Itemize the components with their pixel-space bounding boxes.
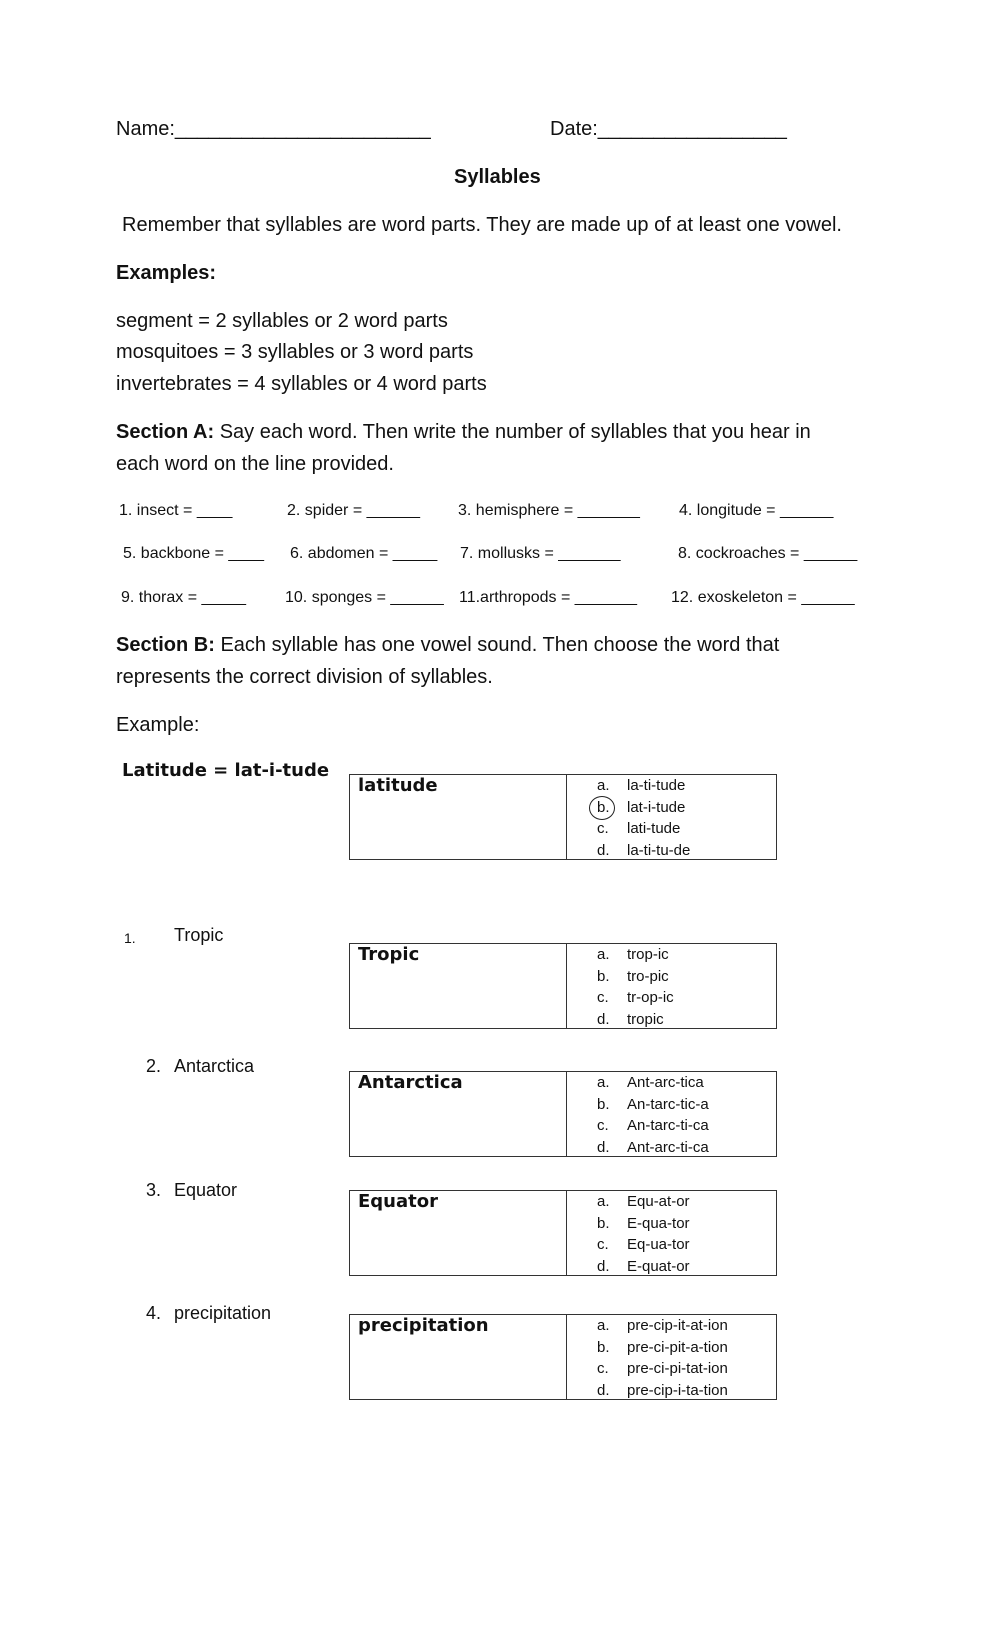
section-a-label: Section A: xyxy=(116,421,215,443)
options-list xyxy=(597,1315,728,1402)
option-text: An-tarc-tic-a xyxy=(627,1095,709,1113)
option-item[interactable] xyxy=(597,1315,728,1337)
option-item[interactable] xyxy=(597,1234,690,1256)
option-text: Ant-arc-tica xyxy=(627,1074,704,1091)
option-item[interactable] xyxy=(597,1380,728,1402)
word-item: 9. thorax = _____ xyxy=(121,589,246,606)
option-item xyxy=(597,840,690,862)
option-letter: d. xyxy=(597,1258,610,1276)
question-choice-box xyxy=(349,1190,777,1276)
example-choice-box xyxy=(349,774,777,860)
option-item[interactable] xyxy=(597,944,674,966)
box-word: Tropic xyxy=(358,944,420,965)
option-letter: b. xyxy=(597,1095,610,1113)
section-b-label: Section B: xyxy=(116,634,215,656)
option-item-selected xyxy=(597,797,690,819)
option-item[interactable] xyxy=(597,1072,709,1094)
option-item[interactable] xyxy=(597,1337,728,1359)
option-text: pre-cip-i-ta-tion xyxy=(627,1382,728,1400)
option-letter: a. xyxy=(597,1317,610,1334)
option-letter: b. xyxy=(597,1338,610,1356)
word-item: 4. longitude = ______ xyxy=(679,502,834,519)
option-item xyxy=(597,818,690,840)
option-text: Equ-at-or xyxy=(627,1193,690,1210)
option-text: lat-i-tude xyxy=(627,798,686,816)
word-item: 10. sponges = ______ xyxy=(285,589,444,606)
option-letter: a. xyxy=(597,777,610,794)
option-item[interactable] xyxy=(597,987,674,1009)
question-choice-box xyxy=(349,943,777,1029)
page-title: Syllables xyxy=(454,166,541,188)
option-letter: c. xyxy=(597,1117,609,1135)
option-item[interactable] xyxy=(597,1213,690,1235)
examples-heading: Examples: xyxy=(116,262,217,284)
option-letter: a. xyxy=(597,946,610,963)
options-list xyxy=(597,1072,709,1159)
example-label: Example: xyxy=(116,714,200,736)
options-list xyxy=(597,1191,690,1278)
option-text: Eq-ua-tor xyxy=(627,1236,690,1254)
option-text: pre-ci-pi-tat-ion xyxy=(627,1360,728,1378)
option-item xyxy=(597,775,690,797)
option-letter: b. xyxy=(597,797,627,819)
question-choice-box xyxy=(349,1314,777,1400)
name-field-label: Name:_______________________ xyxy=(116,118,431,140)
option-letter: b. xyxy=(597,967,610,985)
option-text: trop-ic xyxy=(627,946,669,963)
box-word: precipitation xyxy=(358,1315,489,1336)
question-choice-box xyxy=(349,1071,777,1157)
word-item: 2. spider = ______ xyxy=(287,502,420,519)
word-item: 5. backbone = ____ xyxy=(123,545,265,562)
section-a-instructions xyxy=(116,421,811,444)
word-item: 6. abdomen = _____ xyxy=(290,545,438,562)
option-text: pre-cip-it-at-ion xyxy=(627,1317,728,1334)
option-item[interactable] xyxy=(597,1115,709,1137)
option-text: tr-op-ic xyxy=(627,989,674,1007)
question-number: 2. xyxy=(146,1056,162,1076)
option-text: la-ti-tude xyxy=(627,777,686,794)
example-answer: Latitude = lat-i-tude xyxy=(122,760,330,781)
question-label: Antarctica xyxy=(174,1056,255,1076)
question-label: Tropic xyxy=(174,925,224,945)
option-letter: d. xyxy=(597,1011,610,1029)
option-item[interactable] xyxy=(597,1094,709,1116)
box-divider xyxy=(566,1315,567,1399)
word-item: 1. insect = ____ xyxy=(119,502,233,519)
option-letter: c. xyxy=(597,820,609,838)
box-word: latitude xyxy=(358,775,438,796)
example-line: segment = 2 syllables or 2 word parts xyxy=(116,310,448,332)
option-text: tropic xyxy=(627,1011,664,1029)
option-letter: c. xyxy=(597,1360,609,1378)
question-label: precipitation xyxy=(174,1303,272,1323)
option-text: An-tarc-ti-ca xyxy=(627,1117,709,1135)
intro-text: Remember that syllables are word parts. They are made up of at least one vowel. xyxy=(122,214,842,236)
box-divider xyxy=(566,1072,567,1156)
option-letter: d. xyxy=(597,1382,610,1400)
question-number: 4. xyxy=(146,1303,162,1323)
box-divider xyxy=(566,1191,567,1275)
section-b-instructions xyxy=(116,634,779,657)
word-item: 8. cockroaches = ______ xyxy=(678,545,858,562)
answer-circle-icon xyxy=(589,796,615,820)
option-text: lati-tude xyxy=(627,820,681,838)
section-b-text-line2: represents the correct division of syllables. xyxy=(116,666,493,688)
option-item[interactable] xyxy=(597,966,674,988)
example-line: invertebrates = 4 syllables or 4 word parts xyxy=(116,373,487,395)
question-label: Equator xyxy=(174,1180,238,1200)
option-text: E-quat-or xyxy=(627,1258,690,1276)
example-line: mosquitoes = 3 syllables or 3 word parts xyxy=(116,341,474,363)
word-item: 11.arthropods = _______ xyxy=(459,589,638,606)
section-a-text-line2: each word on the line provided. xyxy=(116,453,394,475)
word-item: 3. hemisphere = _______ xyxy=(458,502,640,519)
option-letter: c. xyxy=(597,989,609,1007)
option-letter: c. xyxy=(597,1236,609,1254)
box-word: Equator xyxy=(358,1191,438,1212)
option-letter: b. xyxy=(597,1214,610,1232)
option-text: pre-ci-pit-a-tion xyxy=(627,1338,728,1356)
options-list xyxy=(597,775,690,862)
date-field-label: Date:_________________ xyxy=(550,118,787,140)
section-a-text: Say each word. Then write the number of syllables that you hear in xyxy=(214,421,811,443)
option-item[interactable] xyxy=(597,1256,690,1278)
option-letter: d. xyxy=(597,842,610,860)
section-b-text: Each syllable has one vowel sound. Then choose the word that xyxy=(214,634,780,656)
option-text: la-ti-tu-de xyxy=(627,842,691,860)
option-letter: a. xyxy=(597,1074,610,1091)
box-divider xyxy=(566,775,567,859)
option-text: tro-pic xyxy=(627,967,669,985)
option-item[interactable] xyxy=(597,1191,690,1213)
box-divider xyxy=(566,944,567,1028)
option-item[interactable] xyxy=(597,1137,709,1159)
box-word: Antarctica xyxy=(358,1072,463,1093)
option-item[interactable] xyxy=(597,1358,728,1380)
option-letter: a. xyxy=(597,1193,610,1210)
option-text: Ant-arc-ti-ca xyxy=(627,1139,709,1157)
options-list xyxy=(597,944,674,1031)
word-item: 12. exoskeleton = ______ xyxy=(671,589,855,606)
option-letter: d. xyxy=(597,1139,610,1157)
word-item: 7. mollusks = _______ xyxy=(460,545,621,562)
option-item[interactable] xyxy=(597,1009,674,1031)
question-number: 1. xyxy=(124,930,136,946)
question-number: 3. xyxy=(146,1180,162,1200)
option-text: E-qua-tor xyxy=(627,1214,690,1232)
